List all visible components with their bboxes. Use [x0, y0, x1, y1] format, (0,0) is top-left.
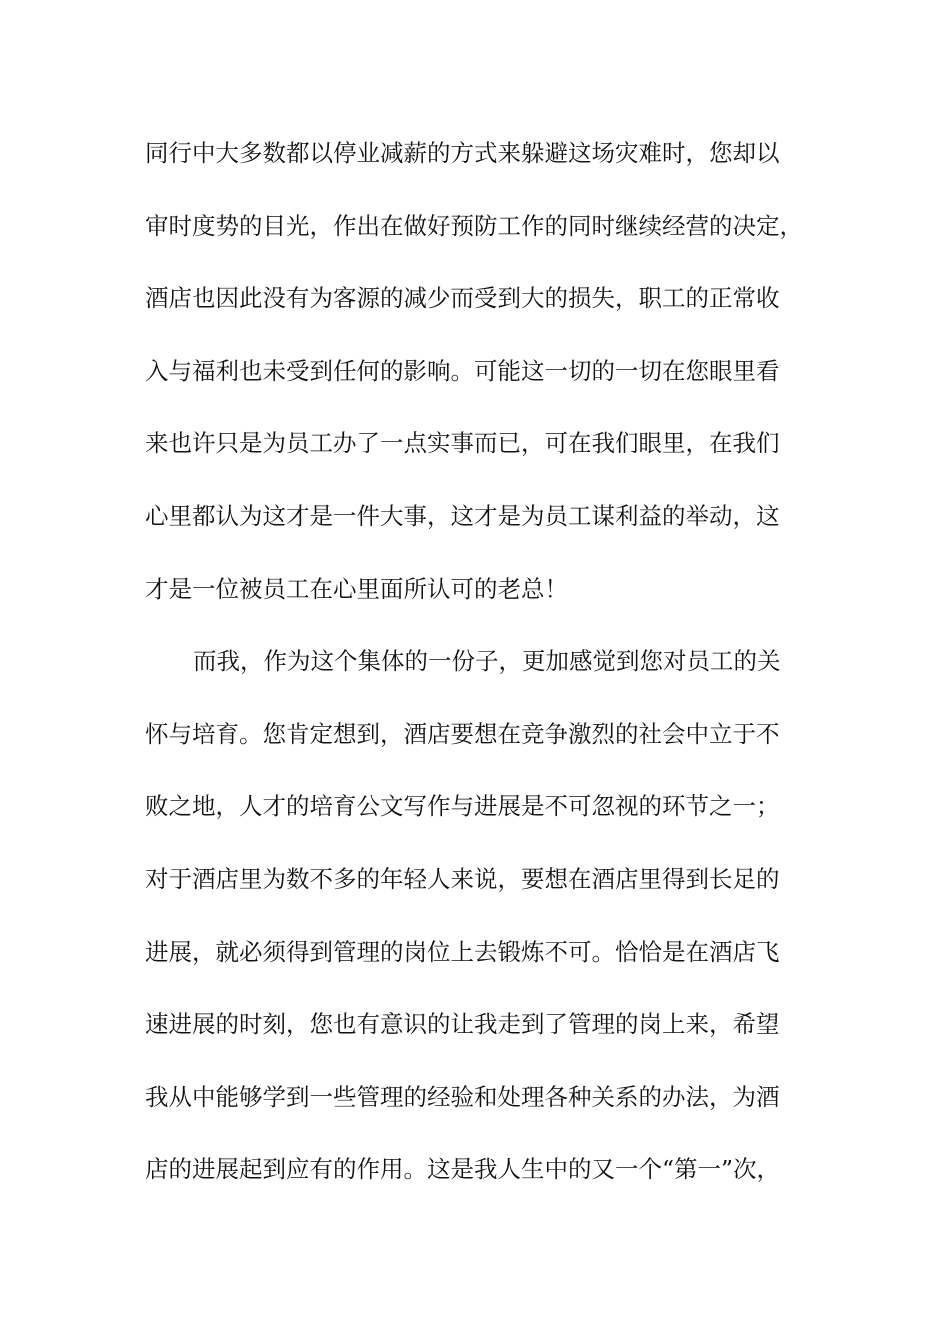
body-text: [145, 130, 815, 1219]
text-line: 酒店也因此没有为客源的减少而受到大的损失，职工的正常收: [145, 284, 780, 313]
text-line: 入与福利也未受到任何的影响。可能这一切的一切在您眼里看: [145, 356, 780, 385]
text-line: 来也许只是为员工办了一点实事而已，可在我们眼里，在我们: [145, 429, 780, 458]
text-line: 店的进展起到应有的作用。这是我人生中的又一个“第一”次，: [145, 1155, 781, 1184]
text-line: 速进展的时刻，您也有意识的让我走到了管理的岗上来，希望: [145, 1010, 780, 1039]
text-line: 才是一位被员工在心里面所认可的老总！: [145, 574, 568, 603]
text-line: 我从中能够学到一些管理的经验和处理各种关系的办法，为酒: [145, 1082, 780, 1111]
text-line: 审时度势的目光，作出在做好预防工作的同时继续经营的决定，: [145, 211, 803, 240]
text-line: 对于酒店里为数不多的年轻人来说，要想在酒店里得到长足的: [145, 864, 780, 893]
paragraph-first-line: 而我，作为这个集体的一份子，更加感觉到您对员工的关: [193, 647, 781, 676]
text-line: 败之地，人才的培育公文写作与进展是不可忽视的环节之一；: [145, 792, 780, 821]
text-line: 进展，就必须得到管理的岗位上去锻炼不可。恰恰是在酒店飞: [145, 937, 780, 966]
text-line: 怀与培育。您肯定想到，酒店要想在竞争激烈的社会中立于不: [145, 719, 780, 748]
text-line: 同行中大多数都以停业减薪的方式来躲避这场灾难时，您却以: [145, 139, 780, 167]
text-line: 心里都认为这才是一件大事，这才是为员工谋利益的举动，这: [145, 501, 780, 530]
